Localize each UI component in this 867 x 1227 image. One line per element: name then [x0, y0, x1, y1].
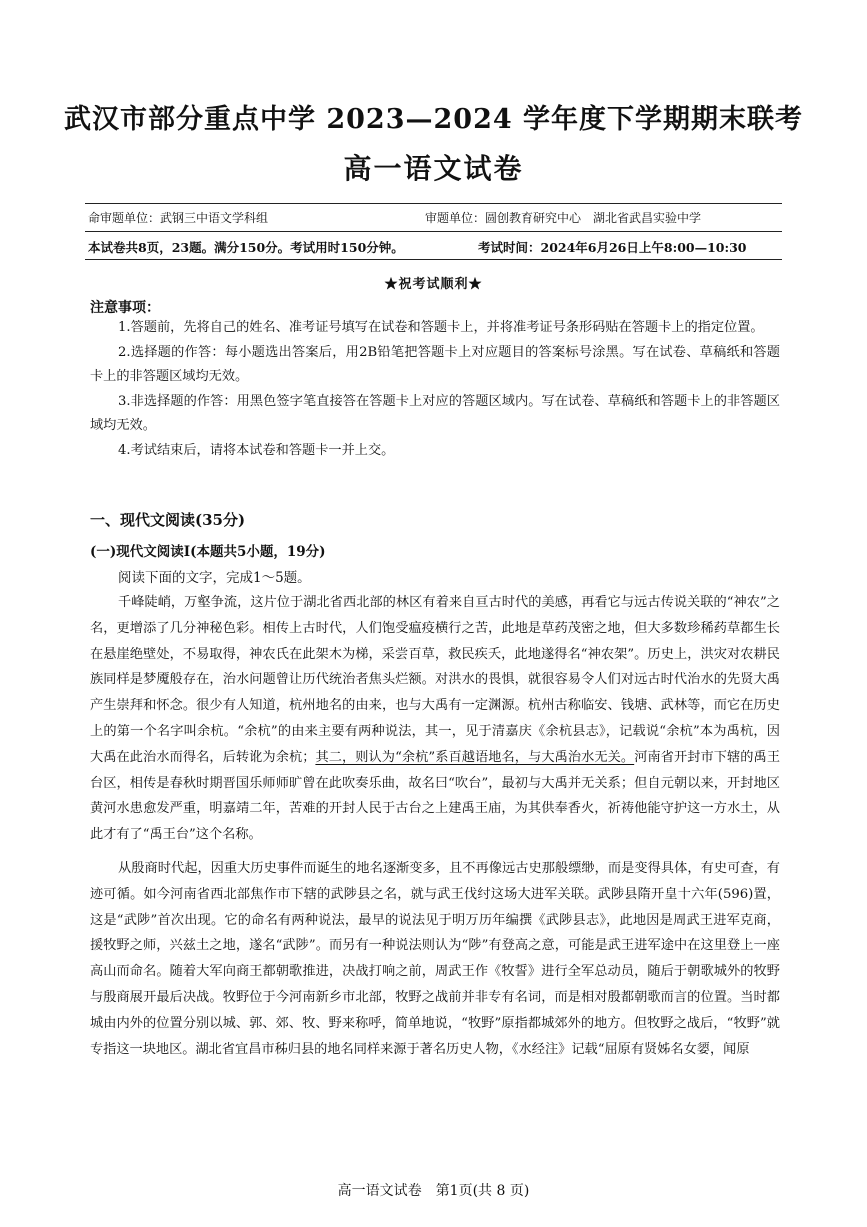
exam-time: 考试时间：2024年6月26日上午8:00—10:30: [478, 240, 747, 255]
underlined-sentence: 其二，则认为“余杭”系百越语地名，与大禹治水无关。: [315, 749, 635, 765]
exam-title: 武汉市部分重点中学 2023—2024 学年度下学期期末联考: [63, 104, 804, 135]
note-item: 2.选择题的作答：每小题选出答案后，用2B铅笔把答题卡上对应题目的答案标号涂黑。写在试卷、草稿纸和答题卡上的非答题区域均无效。: [90, 344, 780, 384]
reviewer-unit: 审题单位：圆创教育研究中心 湖北省武昌实验中学: [425, 211, 702, 225]
passage-paragraph-1: [90, 590, 780, 848]
subsection-title: (一)现代文阅读Ⅰ(本题共5小题，19分): [90, 544, 326, 560]
exam-subtitle: 高一语文试卷: [343, 152, 524, 185]
passage-paragraph-2: 从殷商时代起，因重大历史事件而诞生的地名逐渐变多，且不再像远古史那般缥缈，而是变得具体，有史可查，有迹可循。如今河南省西北部焦作市下辖的武陟县之名，就与武王伐纣这场大进军关联。武陟县隋开皇十六年(596)置，这是“武陟”首次出现。它的命名有两种说法，最早的说法见于明万历年编撰《武陟县志》，此地因是周武王进军克商，援牧野之师，兴兹土之地，遂名“武陟”。而另有一种说法则认为“陟”有登高之意，可能是武王进军途中在这里登上一座高山而命名。随着大军向商王都朝歌推进，决战打响之前，周武王作《牧誓》进行全军总动员，随后于朝歌城外的牧野与殷商展开最后决战。牧野位于今河南新乡市北部，牧野之战前并非专有名词，而是相对殷都朝歌而言的位置。当时都城由内外的位置分别以城、郭、郊、牧、野来称呼，简单地说，“牧野”原指都城郊外的地方。但牧野之战后，“牧野”就专指这一块地区。湖北省宜昌市秭归县的地名同样来源于著名历史人物，《水经注》记载“屈原有贤姊名女媭，闻原: [90, 860, 780, 1057]
passage-text: 河南省开封市下辖的禹王台区，相传是春秋时期晋国乐师师旷曾在此吹奏乐曲，故名曰“吹台”，最初与大禹并无关系；但自元朝以来，开封地区黄河水患愈发严重，明嘉靖二年，苦难的开封人民于古台之上建禹王庙，为其供奉香火，祈祷他能守护这一方水土，从此才有了“禹王台”这个名称。: [90, 749, 781, 843]
section-title: 一、现代文阅读(35分): [90, 511, 246, 529]
header-rule-top: [85, 203, 782, 204]
header-rule-middle: [85, 231, 782, 232]
passage-text: 千峰陡峭，万壑争流，这片位于湖北省西北部的林区有着来自亘古时代的美感，再看它与远古传说关联的“神农”之名，更增添了几分神秘色彩。相传上古时代，人们饱受瘟疫横行之苦，此地是草药茂密之地，但大多数珍稀药草都生长在悬崖绝壁处，不易取得，神农氏在此架木为梯，采尝百草，救民疾夭，此地遂得名“神农架”。历史上，洪灾对农耕民族同样是梦魇般存在，治水问题曾让历代统治者焦头烂额。对洪水的畏惧，就很容易令人们对远古时代治水的先贤大禹产生崇拜和怀念。很少有人知道，杭州地名的由来，也与大禹有一定渊源。杭州古称临安、钱塘、武林等，而它在历史上的第一个名字叫余杭。“余杭”的由来主要有两种说法，其一，见于清嘉庆《余杭县志》，记载说“余杭”本为禹杭，因大禹在此治水而得名，后转讹为余杭；: [90, 595, 780, 765]
proposer-unit: 命审题单位：武钢三中语文学科组: [88, 211, 269, 225]
reading-instruction: 阅读下面的文字，完成1～5题。: [118, 570, 311, 586]
notes-list: [90, 316, 780, 463]
exam-info: 本试卷共8页，23题。满分150分。考试用时150分钟。: [88, 240, 404, 255]
header-rule-bottom: [85, 259, 782, 260]
note-item: 1.答题前，先将自己的姓名、准考证号填写在试卷和答题卡上，并将准考证号条形码贴在答题卡上的指定位置。: [118, 320, 764, 335]
note-item: 4.考试结束后，请将本试卷和答题卡一并上交。: [118, 442, 395, 458]
good-luck-banner: ★祝考试顺利★: [384, 277, 483, 292]
notes-title: 注意事项：: [90, 300, 160, 316]
reading-passage: [90, 590, 780, 1070]
page-footer: 高一语文试卷 第1页(共 8 页): [337, 1183, 530, 1199]
note-item: 3.非选择题的作答：用黑色签字笔直接答在答题卡上对应的答题区域内。写在试卷、草稿纸和答题卡上的非答题区域均无效。: [90, 393, 780, 433]
